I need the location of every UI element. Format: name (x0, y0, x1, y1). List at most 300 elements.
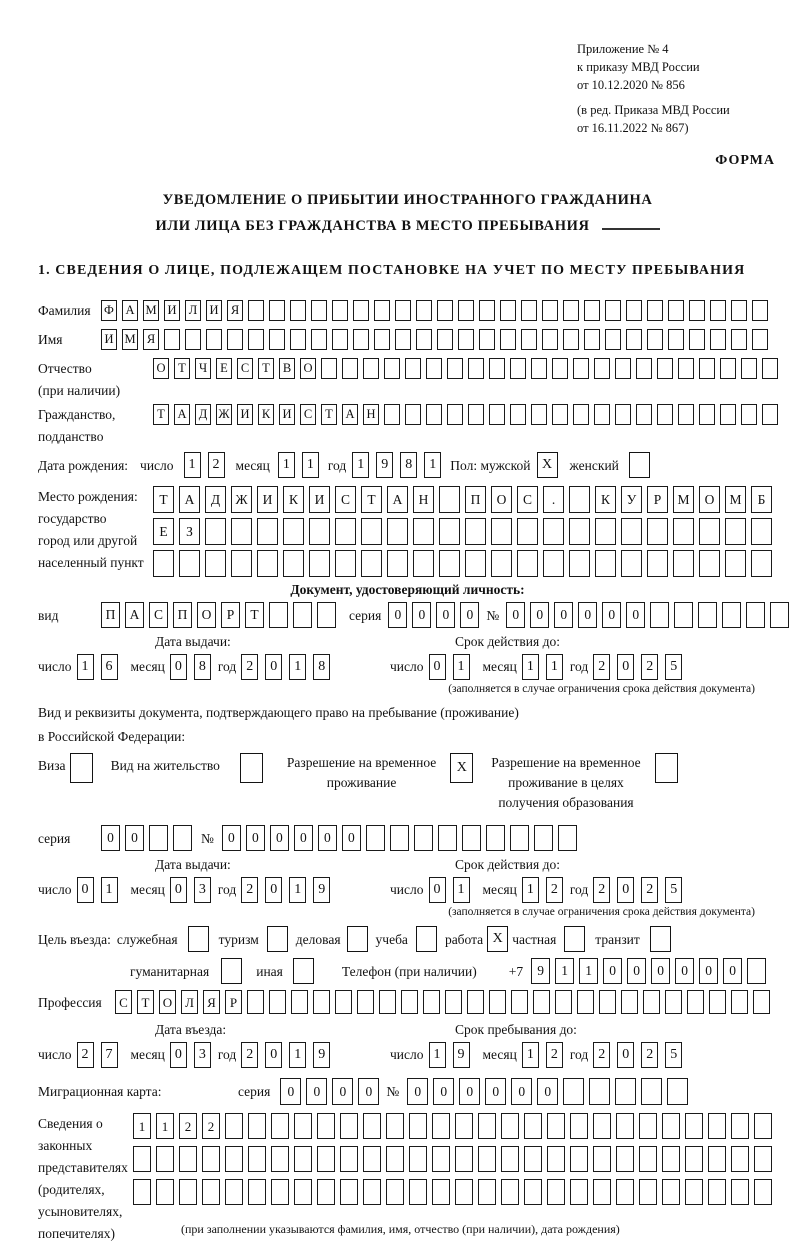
char-box[interactable] (501, 1113, 519, 1139)
char-box[interactable] (395, 329, 411, 350)
char-box[interactable] (751, 518, 772, 545)
char-box[interactable]: 1 (546, 654, 563, 680)
char-box[interactable]: И (164, 300, 180, 321)
char-box[interactable] (374, 300, 390, 321)
char-box[interactable]: С (517, 486, 538, 513)
char-box[interactable] (317, 1113, 335, 1139)
char-box[interactable] (731, 300, 747, 321)
char-box[interactable]: Д (195, 404, 211, 425)
char-box[interactable]: 6 (101, 654, 118, 680)
char-box[interactable] (366, 825, 385, 851)
char-box[interactable] (650, 602, 669, 628)
char-box[interactable] (290, 329, 306, 350)
char-box[interactable] (762, 358, 778, 379)
char-box[interactable] (533, 990, 550, 1014)
char-box[interactable]: 0 (723, 958, 742, 984)
char-box[interactable]: М (122, 329, 138, 350)
char-box[interactable] (405, 358, 421, 379)
char-box[interactable]: Л (181, 990, 198, 1014)
char-box[interactable]: У (621, 486, 642, 513)
char-box[interactable]: 2 (546, 877, 563, 903)
char-box[interactable] (479, 329, 495, 350)
char-box[interactable]: 0 (170, 654, 187, 680)
char-box[interactable]: 2 (241, 877, 258, 903)
char-box[interactable] (401, 990, 418, 1014)
char-box[interactable]: Е (216, 358, 232, 379)
char-box[interactable] (363, 1179, 381, 1205)
char-box[interactable] (547, 1146, 565, 1172)
char-box[interactable]: Б (751, 486, 772, 513)
char-box[interactable]: И (257, 486, 278, 513)
char-box[interactable] (489, 404, 505, 425)
char-box[interactable]: О (153, 358, 169, 379)
char-box[interactable]: П (173, 602, 192, 628)
char-box[interactable] (321, 358, 337, 379)
char-box[interactable]: 1 (555, 958, 574, 984)
char-box[interactable]: 8 (400, 452, 417, 478)
char-box[interactable] (569, 518, 590, 545)
char-box[interactable] (710, 300, 726, 321)
char-box[interactable] (594, 404, 610, 425)
char-box[interactable] (205, 550, 226, 577)
temp-permit-checkbox[interactable]: X (450, 753, 473, 783)
char-box[interactable]: 0 (306, 1078, 327, 1105)
char-box[interactable]: 1 (522, 877, 539, 903)
char-box[interactable]: 2 (641, 654, 658, 680)
char-box[interactable] (647, 329, 663, 350)
char-box[interactable]: 0 (617, 1042, 634, 1068)
char-box[interactable] (309, 518, 330, 545)
char-box[interactable]: 1 (453, 877, 470, 903)
char-box[interactable] (569, 550, 590, 577)
char-box[interactable]: 0 (222, 825, 241, 851)
char-box[interactable] (639, 1146, 657, 1172)
char-box[interactable] (437, 300, 453, 321)
char-box[interactable] (426, 358, 442, 379)
char-box[interactable] (725, 518, 746, 545)
char-box[interactable] (547, 1113, 565, 1139)
char-box[interactable] (458, 300, 474, 321)
char-box[interactable]: 1 (278, 452, 295, 478)
char-box[interactable] (570, 1146, 588, 1172)
char-box[interactable] (752, 300, 768, 321)
char-box[interactable] (353, 329, 369, 350)
char-box[interactable] (387, 518, 408, 545)
char-box[interactable] (179, 1146, 197, 1172)
char-box[interactable] (206, 329, 222, 350)
char-box[interactable]: 0 (602, 602, 621, 628)
char-box[interactable]: 1 (101, 877, 118, 903)
char-box[interactable] (662, 1146, 680, 1172)
char-box[interactable]: 2 (179, 1113, 197, 1139)
char-box[interactable] (257, 518, 278, 545)
char-box[interactable] (205, 518, 226, 545)
char-box[interactable] (639, 1179, 657, 1205)
char-box[interactable] (225, 1113, 243, 1139)
char-box[interactable] (465, 550, 486, 577)
char-box[interactable]: 0 (265, 654, 282, 680)
char-box[interactable] (409, 1113, 427, 1139)
char-box[interactable]: Д (205, 486, 226, 513)
char-box[interactable]: А (122, 300, 138, 321)
char-box[interactable]: 0 (125, 825, 144, 851)
char-box[interactable]: 3 (194, 1042, 211, 1068)
char-box[interactable]: 0 (436, 602, 455, 628)
char-box[interactable] (447, 358, 463, 379)
char-box[interactable] (156, 1179, 174, 1205)
char-box[interactable] (486, 825, 505, 851)
char-box[interactable]: Т (153, 486, 174, 513)
char-box[interactable] (621, 550, 642, 577)
char-box[interactable] (363, 358, 379, 379)
char-box[interactable] (501, 1146, 519, 1172)
char-box[interactable] (563, 300, 579, 321)
char-box[interactable] (257, 550, 278, 577)
char-box[interactable]: В (279, 358, 295, 379)
char-box[interactable] (438, 825, 457, 851)
char-box[interactable]: И (279, 404, 295, 425)
char-box[interactable] (386, 1179, 404, 1205)
char-box[interactable] (746, 602, 765, 628)
char-box[interactable] (599, 990, 616, 1014)
char-box[interactable]: Ж (231, 486, 252, 513)
char-box[interactable]: О (159, 990, 176, 1014)
char-box[interactable] (294, 1113, 312, 1139)
char-box[interactable] (510, 358, 526, 379)
char-box[interactable]: 0 (603, 958, 622, 984)
char-box[interactable] (615, 358, 631, 379)
char-box[interactable] (317, 602, 336, 628)
char-box[interactable] (386, 1146, 404, 1172)
char-box[interactable] (710, 329, 726, 350)
char-box[interactable] (731, 1113, 749, 1139)
char-box[interactable] (517, 518, 538, 545)
title-fill-in-blank[interactable] (602, 228, 660, 230)
char-box[interactable]: А (179, 486, 200, 513)
sex-male-checkbox[interactable]: X (537, 452, 558, 478)
char-box[interactable] (455, 1113, 473, 1139)
char-box[interactable] (340, 1179, 358, 1205)
char-box[interactable] (332, 329, 348, 350)
char-box[interactable]: 0 (358, 1078, 379, 1105)
char-box[interactable] (524, 1113, 542, 1139)
char-box[interactable]: Т (137, 990, 154, 1014)
char-box[interactable]: 0 (578, 602, 597, 628)
char-box[interactable] (616, 1146, 634, 1172)
char-box[interactable] (720, 404, 736, 425)
char-box[interactable]: . (543, 486, 564, 513)
char-box[interactable] (626, 300, 642, 321)
char-box[interactable]: И (206, 300, 222, 321)
char-box[interactable] (271, 1179, 289, 1205)
char-box[interactable] (379, 990, 396, 1014)
char-box[interactable] (405, 404, 421, 425)
char-box[interactable] (439, 518, 460, 545)
char-box[interactable]: 2 (593, 1042, 610, 1068)
char-box[interactable]: С (335, 486, 356, 513)
char-box[interactable]: 1 (429, 1042, 446, 1068)
char-box[interactable] (465, 518, 486, 545)
char-box[interactable] (699, 550, 720, 577)
char-box[interactable]: 9 (313, 877, 330, 903)
char-box[interactable]: 8 (194, 654, 211, 680)
char-box[interactable] (725, 550, 746, 577)
char-box[interactable]: П (465, 486, 486, 513)
char-box[interactable] (643, 990, 660, 1014)
purpose-opt-humanitarian-checkbox[interactable] (221, 958, 242, 984)
char-box[interactable] (478, 1113, 496, 1139)
char-box[interactable] (478, 1146, 496, 1172)
char-box[interactable]: С (300, 404, 316, 425)
char-box[interactable] (647, 300, 663, 321)
char-box[interactable] (179, 1179, 197, 1205)
char-box[interactable] (269, 300, 285, 321)
char-box[interactable] (708, 1113, 726, 1139)
char-box[interactable] (678, 404, 694, 425)
char-box[interactable] (133, 1179, 151, 1205)
char-box[interactable]: 2 (202, 1113, 220, 1139)
char-box[interactable] (605, 329, 621, 350)
char-box[interactable]: 2 (641, 1042, 658, 1068)
char-box[interactable] (173, 825, 192, 851)
char-box[interactable] (269, 990, 286, 1014)
char-box[interactable] (563, 329, 579, 350)
char-box[interactable] (500, 329, 516, 350)
char-box[interactable]: 0 (651, 958, 670, 984)
char-box[interactable] (595, 518, 616, 545)
char-box[interactable]: 2 (546, 1042, 563, 1068)
char-box[interactable]: 5 (665, 1042, 682, 1068)
char-box[interactable]: 0 (626, 602, 645, 628)
char-box[interactable] (432, 1146, 450, 1172)
edu-permit-checkbox[interactable] (655, 753, 678, 783)
char-box[interactable] (534, 825, 553, 851)
char-box[interactable] (248, 1146, 266, 1172)
char-box[interactable] (455, 1179, 473, 1205)
char-box[interactable]: Т (245, 602, 264, 628)
char-box[interactable] (754, 1113, 772, 1139)
char-box[interactable]: 5 (665, 877, 682, 903)
char-box[interactable]: 0 (265, 1042, 282, 1068)
char-box[interactable]: С (237, 358, 253, 379)
char-box[interactable] (595, 550, 616, 577)
char-box[interactable] (731, 1146, 749, 1172)
char-box[interactable] (570, 1113, 588, 1139)
char-box[interactable]: О (197, 602, 216, 628)
char-box[interactable]: Я (143, 329, 159, 350)
char-box[interactable]: 1 (302, 452, 319, 478)
char-box[interactable] (409, 1179, 427, 1205)
char-box[interactable] (573, 404, 589, 425)
char-box[interactable] (269, 602, 288, 628)
char-box[interactable] (689, 329, 705, 350)
char-box[interactable] (332, 300, 348, 321)
char-box[interactable] (317, 1146, 335, 1172)
char-box[interactable] (722, 602, 741, 628)
char-box[interactable]: А (387, 486, 408, 513)
char-box[interactable]: 1 (424, 452, 441, 478)
purpose-opt-transit-checkbox[interactable] (650, 926, 671, 952)
char-box[interactable] (445, 990, 462, 1014)
char-box[interactable]: 0 (511, 1078, 532, 1105)
char-box[interactable] (699, 518, 720, 545)
char-box[interactable]: 1 (289, 654, 306, 680)
char-box[interactable] (455, 1146, 473, 1172)
char-box[interactable] (414, 825, 433, 851)
char-box[interactable] (489, 990, 506, 1014)
char-box[interactable] (708, 1146, 726, 1172)
char-box[interactable] (384, 404, 400, 425)
char-box[interactable]: 0 (617, 877, 634, 903)
char-box[interactable]: И (309, 486, 330, 513)
char-box[interactable] (153, 550, 174, 577)
char-box[interactable] (386, 1113, 404, 1139)
char-box[interactable]: Л (185, 300, 201, 321)
char-box[interactable] (731, 990, 748, 1014)
char-box[interactable] (542, 300, 558, 321)
char-box[interactable]: Я (203, 990, 220, 1014)
char-box[interactable] (311, 300, 327, 321)
char-box[interactable]: 0 (530, 602, 549, 628)
char-box[interactable] (626, 329, 642, 350)
char-box[interactable] (577, 990, 594, 1014)
char-box[interactable]: 9 (376, 452, 393, 478)
char-box[interactable] (491, 550, 512, 577)
char-box[interactable]: 0 (342, 825, 361, 851)
char-box[interactable] (741, 404, 757, 425)
purpose-opt-study-checkbox[interactable] (416, 926, 437, 952)
char-box[interactable] (709, 990, 726, 1014)
char-box[interactable] (437, 329, 453, 350)
char-box[interactable]: 0 (429, 654, 446, 680)
char-box[interactable] (639, 1113, 657, 1139)
char-box[interactable]: Н (413, 486, 434, 513)
char-box[interactable] (593, 1179, 611, 1205)
char-box[interactable]: 1 (522, 1042, 539, 1068)
residence-permit-checkbox[interactable] (240, 753, 263, 783)
char-box[interactable]: 5 (665, 654, 682, 680)
char-box[interactable] (605, 300, 621, 321)
char-box[interactable] (294, 1146, 312, 1172)
char-box[interactable] (685, 1179, 703, 1205)
char-box[interactable]: А (125, 602, 144, 628)
char-box[interactable]: И (101, 329, 117, 350)
char-box[interactable]: Ф (101, 300, 117, 321)
char-box[interactable] (665, 990, 682, 1014)
char-box[interactable]: А (342, 404, 358, 425)
char-box[interactable]: Я (227, 300, 243, 321)
char-box[interactable]: П (101, 602, 120, 628)
char-box[interactable] (751, 550, 772, 577)
char-box[interactable]: 2 (241, 1042, 258, 1068)
char-box[interactable] (432, 1179, 450, 1205)
char-box[interactable] (647, 518, 668, 545)
char-box[interactable] (164, 329, 180, 350)
char-box[interactable] (340, 1113, 358, 1139)
char-box[interactable]: М (143, 300, 159, 321)
char-box[interactable] (667, 1078, 688, 1105)
char-box[interactable] (589, 1078, 610, 1105)
char-box[interactable] (395, 300, 411, 321)
char-box[interactable] (720, 358, 736, 379)
char-box[interactable] (615, 1078, 636, 1105)
char-box[interactable] (269, 329, 285, 350)
char-box[interactable] (248, 1179, 266, 1205)
purpose-opt-private-checkbox[interactable] (564, 926, 585, 952)
char-box[interactable] (458, 329, 474, 350)
char-box[interactable] (231, 550, 252, 577)
char-box[interactable] (416, 300, 432, 321)
char-box[interactable]: 0 (617, 654, 634, 680)
char-box[interactable] (439, 550, 460, 577)
char-box[interactable]: 3 (194, 877, 211, 903)
char-box[interactable] (227, 329, 243, 350)
char-box[interactable]: 1 (579, 958, 598, 984)
char-box[interactable] (290, 300, 306, 321)
char-box[interactable]: Р (647, 486, 668, 513)
char-box[interactable]: 0 (485, 1078, 506, 1105)
char-box[interactable] (616, 1113, 634, 1139)
char-box[interactable]: И (237, 404, 253, 425)
char-box[interactable]: 0 (280, 1078, 301, 1105)
char-box[interactable] (291, 990, 308, 1014)
char-box[interactable]: 2 (641, 877, 658, 903)
char-box[interactable]: 0 (627, 958, 646, 984)
char-box[interactable]: С (115, 990, 132, 1014)
char-box[interactable] (413, 550, 434, 577)
char-box[interactable] (432, 1113, 450, 1139)
char-box[interactable]: 2 (77, 1042, 94, 1068)
char-box[interactable] (673, 550, 694, 577)
char-box[interactable] (685, 1146, 703, 1172)
char-box[interactable] (462, 825, 481, 851)
char-box[interactable]: 1 (77, 654, 94, 680)
char-box[interactable] (510, 825, 529, 851)
char-box[interactable] (685, 1113, 703, 1139)
char-box[interactable] (752, 329, 768, 350)
char-box[interactable]: Е (153, 518, 174, 545)
char-box[interactable]: 8 (313, 654, 330, 680)
char-box[interactable] (770, 602, 789, 628)
char-box[interactable]: 0 (246, 825, 265, 851)
char-box[interactable]: 0 (101, 825, 120, 851)
char-box[interactable] (524, 1179, 542, 1205)
char-box[interactable] (248, 1113, 266, 1139)
char-box[interactable] (311, 329, 327, 350)
char-box[interactable]: 1 (453, 654, 470, 680)
char-box[interactable]: 0 (554, 602, 573, 628)
char-box[interactable] (584, 300, 600, 321)
char-box[interactable] (426, 404, 442, 425)
char-box[interactable] (699, 404, 715, 425)
char-box[interactable] (621, 990, 638, 1014)
char-box[interactable]: 9 (531, 958, 550, 984)
char-box[interactable] (747, 958, 766, 984)
char-box[interactable] (489, 358, 505, 379)
char-box[interactable]: 1 (522, 654, 539, 680)
char-box[interactable] (357, 990, 374, 1014)
char-box[interactable]: Р (221, 602, 240, 628)
char-box[interactable] (593, 1146, 611, 1172)
char-box[interactable] (225, 1179, 243, 1205)
char-box[interactable]: 0 (170, 1042, 187, 1068)
char-box[interactable] (542, 329, 558, 350)
char-box[interactable] (558, 825, 577, 851)
char-box[interactable] (731, 329, 747, 350)
char-box[interactable] (593, 1113, 611, 1139)
char-box[interactable] (543, 518, 564, 545)
char-box[interactable] (335, 550, 356, 577)
